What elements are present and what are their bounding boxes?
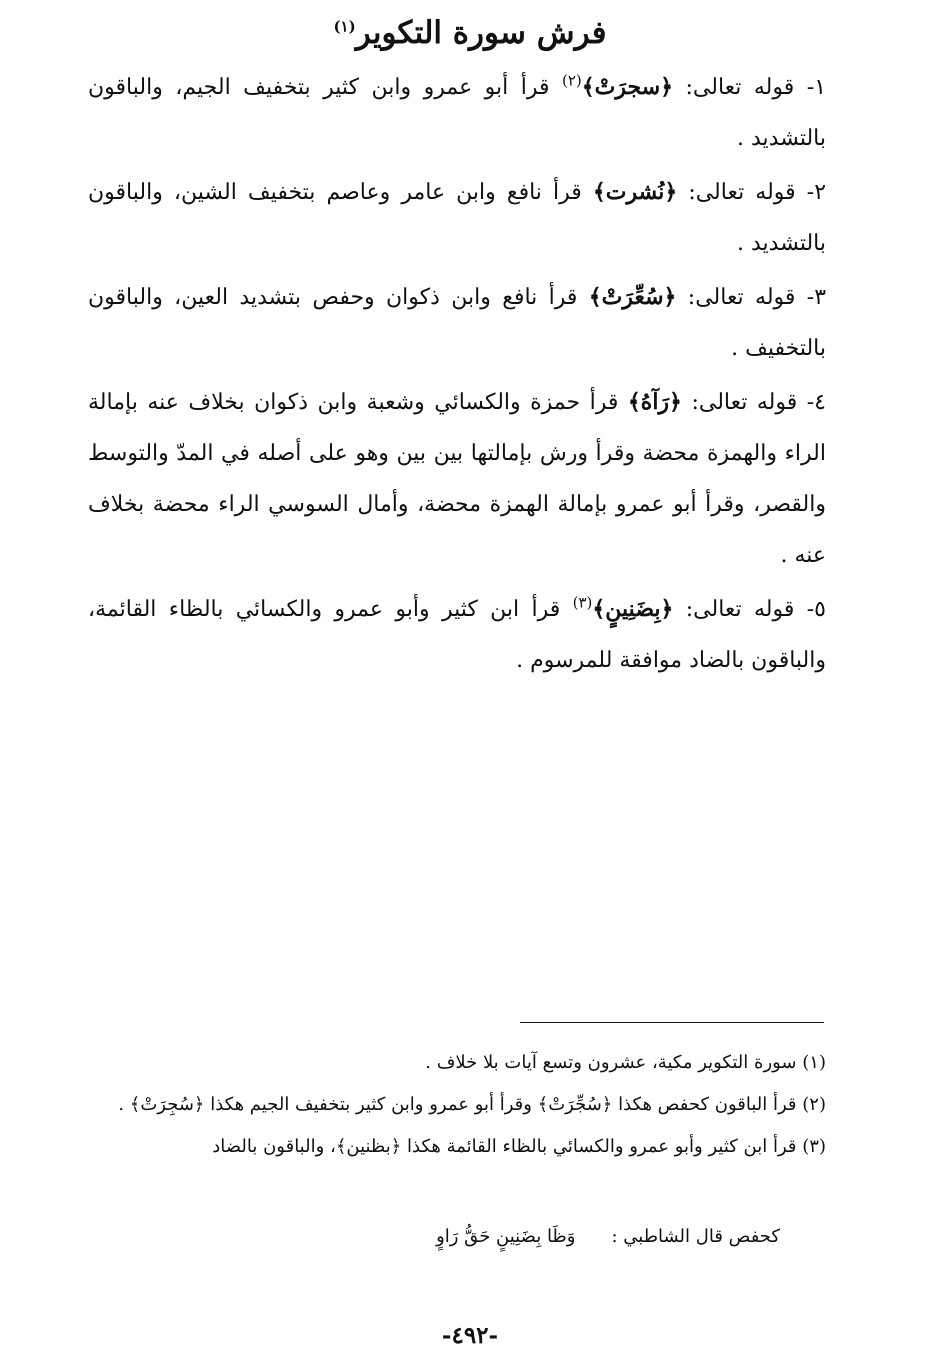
quranic-word: ﴿بِضَنِينٍ﴾ bbox=[592, 596, 674, 622]
paragraph-lead: ٣- قوله تعالى: bbox=[676, 285, 827, 310]
footnote-text: سورة التكوير مكية، عشرون وتسع آيات بلا خلاف . bbox=[425, 1052, 797, 1073]
paragraph-3 bbox=[88, 272, 826, 374]
page-title bbox=[0, 8, 940, 58]
paragraph-text: قرأ نافع وابن ذكوان وحفص بتشديد العين، والباقون بالتخفيف . bbox=[88, 285, 826, 361]
footnote-number: (٣) bbox=[802, 1136, 826, 1157]
paragraph-text: قرأ ابن كثير وأبو عمرو والكسائي بالظاء القائمة، والباقون بالضاد موافقة للمرسوم . bbox=[88, 597, 826, 673]
footnote-1 bbox=[88, 1042, 826, 1084]
paragraph-text: قرأ حمزة والكسائي وشعبة وابن ذكوان بخلاف عنه بإمالة الراء والهمزة محضة وقرأ ورش بإمالتها بين بين وهو على أصله في المدّ والتوسط والقصر، وقرأ أبو عمرو بإمالة الهمزة محضة، وأمال السوسي الراء محضة بخلاف عنه . bbox=[88, 390, 826, 568]
paragraph-lead: ٢- قوله تعالى: bbox=[677, 180, 827, 205]
footnote-2 bbox=[88, 1084, 826, 1126]
paragraph-text: قرأ نافع وابن عامر وعاصم بتخفيف الشين، والباقون بالتشديد . bbox=[88, 180, 826, 256]
footnote-number: (١) bbox=[802, 1052, 826, 1073]
paragraph-2 bbox=[88, 167, 826, 269]
footnote-divider bbox=[520, 1022, 824, 1023]
paragraph-5 bbox=[88, 584, 826, 686]
paragraph-lead: ١- قوله تعالى: bbox=[673, 75, 827, 100]
footnote-text: قرأ الباقون كحفص هكذا ﴿سُجِّرَتْ﴾ وقرأ أبو عمرو وابن كثير بتخفيف الجيم هكذا ﴿سُجِرَتْ﴾ . bbox=[118, 1094, 797, 1115]
footnote-ref: (٣) bbox=[572, 593, 593, 612]
paragraph-text: قرأ أبو عمرو وابن كثير بتخفيف الجيم، والباقون بالتشديد . bbox=[88, 75, 826, 151]
footnote-3 bbox=[88, 1126, 826, 1168]
footnote-text: قرأ ابن كثير وأبو عمرو والكسائي بالظاء القائمة هكذا ﴿بظنين﴾، والباقون بالضاد bbox=[212, 1136, 797, 1157]
footnote-number: (٢) bbox=[802, 1094, 826, 1115]
title-footnote-ref: (١) bbox=[333, 17, 356, 36]
main-text bbox=[88, 62, 826, 689]
poem-citation bbox=[360, 1217, 780, 1257]
footnote-ref: (٢) bbox=[562, 71, 582, 90]
page-number: -٤٩٢- bbox=[441, 1322, 499, 1349]
title-text: فرش سورة التكوير bbox=[355, 15, 607, 51]
paragraph-lead: ٥- قوله تعالى: bbox=[673, 597, 826, 622]
poem-verse: وَظَا بِضَنِينٍ حَقُّ رَاوٍ bbox=[436, 1226, 576, 1247]
paragraph-1 bbox=[88, 62, 826, 164]
quranic-word: ﴿سُعِّرَتْ﴾ bbox=[588, 284, 677, 310]
footnotes bbox=[88, 1042, 826, 1168]
poem-intro: كحفص قال الشاطبي : bbox=[611, 1226, 780, 1247]
quranic-word: ﴿رَآهُ﴾ bbox=[627, 389, 682, 415]
quranic-word: ﴿سجرَتْ﴾ bbox=[581, 74, 674, 100]
paragraph-lead: ٤- قوله تعالى: bbox=[681, 390, 826, 415]
paragraph-4 bbox=[88, 377, 826, 581]
quranic-word: ﴿نُشرت﴾ bbox=[592, 179, 678, 205]
